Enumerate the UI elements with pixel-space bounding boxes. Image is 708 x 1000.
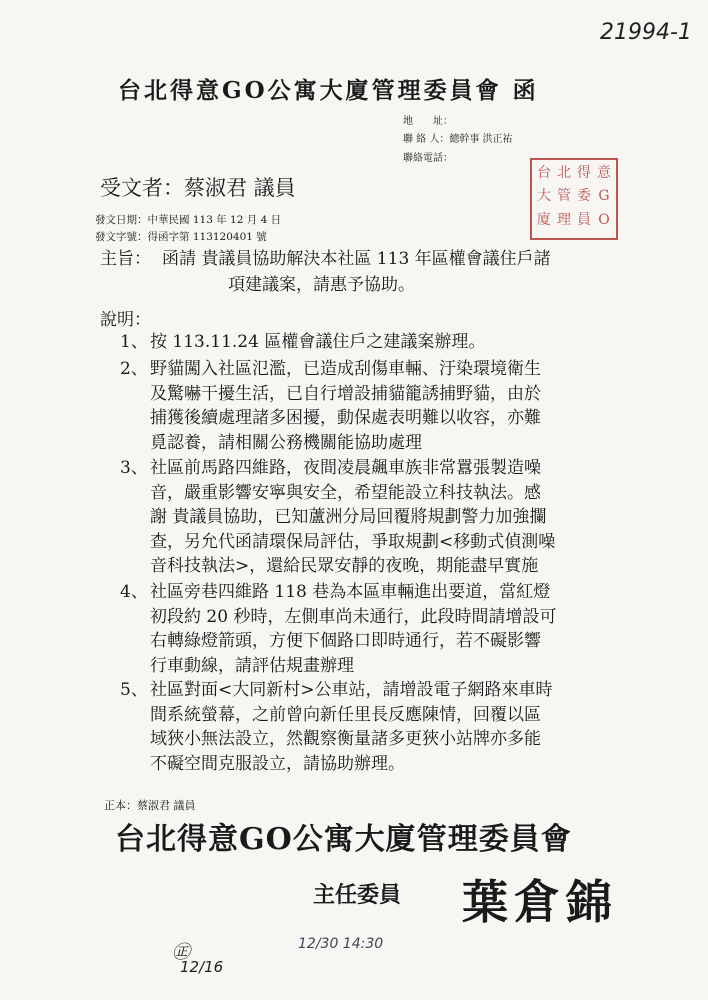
item-line: 按 113.11.24 區權會議住戶之建議案辦理。	[150, 332, 486, 352]
subject-label: 主旨：	[100, 249, 151, 269]
seal-char: 理	[557, 211, 571, 228]
item-line: 右轉綠燈箭頭，方便下個路口即時通行，若不礙影響	[150, 631, 541, 651]
seal-char: G	[598, 188, 610, 205]
recipient-line: 受文者：蔡淑君 議員	[100, 176, 296, 200]
seal-char: 員	[577, 211, 591, 228]
seal-char: 管	[557, 188, 571, 205]
item-line: 捕獲後續處理諸多困擾，動保處表明難以收容，亦難	[150, 408, 541, 428]
seal-char: O	[598, 211, 610, 228]
item-line: 查，另允代函請環保局評估，爭取規劃<移動式偵測噪	[150, 531, 556, 552]
seal-char: 意	[597, 165, 611, 181]
seal-char: 廈	[537, 211, 551, 228]
subject-line-2: 項建議案，請惠予協助。	[228, 275, 415, 295]
handwritten-note-2: 12/16	[180, 958, 224, 976]
item-line: 及驚嚇干擾生活，已自行增設捕貓籠誘捕野貓，由於	[150, 383, 541, 404]
seal-char: 北	[557, 165, 571, 181]
item-line: 社區旁巷四維路 118 巷為本區車輛進出要道，當紅燈	[150, 582, 551, 602]
seal-char: 得	[577, 165, 591, 181]
contact-line: 聯 絡 人：總幹事 洪正祐	[403, 134, 513, 145]
cc-line: 正本：蔡淑君 議員	[104, 799, 196, 812]
seal-char: 委	[577, 188, 591, 205]
document-title: 台北得意GO公寓大廈管理委員會 函	[118, 77, 539, 104]
item-line: 不礙空間克服設立，請協助辦理。	[150, 753, 405, 774]
official-seal	[530, 158, 618, 240]
item-line: 社區對面<大同新村>公車站，請增設電子網路來車時	[150, 680, 553, 700]
item-line: 間系統螢幕，之前曾向新任里長反應陳情，回覆以區	[150, 704, 541, 725]
chair-title: 主任委員	[313, 882, 402, 908]
item-number: 3、	[120, 458, 148, 478]
item-line: 謝 貴議員協助，已知蘆洲分局回覆將規劃警力加強攔	[150, 507, 547, 527]
item-line: 覓認養，請相關公務機關能協助處理	[150, 432, 422, 453]
seal-char: 大	[537, 188, 551, 205]
address-label: 地 址：	[403, 116, 453, 127]
handwritten-note-1: ㊣	[172, 942, 190, 963]
explanation-label: 說明：	[100, 310, 151, 330]
handwritten-note-3: 12/30 14:30	[298, 936, 384, 952]
item-line: 域狹小無法設立，然觀察衡量諸多更狹小站牌亦多能	[150, 729, 541, 749]
footer-organization: 台北得意GO公寓大廈管理委員會	[115, 822, 572, 857]
item-line: 音，嚴重影響安寧與安全，希望能設立科技執法。感	[150, 482, 541, 503]
item-number: 5、	[120, 680, 148, 700]
signature: 葉倉錦	[462, 875, 618, 929]
item-line: 社區前馬路四維路，夜間凌晨飆車族非常囂張製造噪	[150, 458, 541, 478]
item-line: 野貓闖入社區氾濫，已造成刮傷車輛、汙染環境衛生	[150, 359, 541, 379]
item-line: 音科技執法>，還給民眾安靜的夜晚，期能盡早實施	[150, 556, 539, 576]
seal-char: 台	[537, 165, 551, 181]
subject-line-1: 函請 貴議員協助解決本社區 113 年區權會議住戶諸	[162, 249, 551, 269]
item-line: 初段約 20 秒時，左側車尚未通行，此段時間請增設可	[150, 606, 557, 627]
phone-label: 聯絡電話：	[403, 153, 453, 164]
item-number: 4、	[120, 582, 148, 602]
item-number: 1、	[120, 332, 148, 352]
item-number: 2、	[120, 359, 148, 379]
handwritten-doc-number: 21994-1	[600, 20, 692, 45]
issue-date: 發文日期：中華民國 113 年 12 月 4 日	[95, 214, 282, 226]
reference-number: 發文字號：得函字第 113120401 號	[95, 231, 267, 243]
item-line: 行車動線，請評估規畫辦理	[150, 655, 354, 676]
